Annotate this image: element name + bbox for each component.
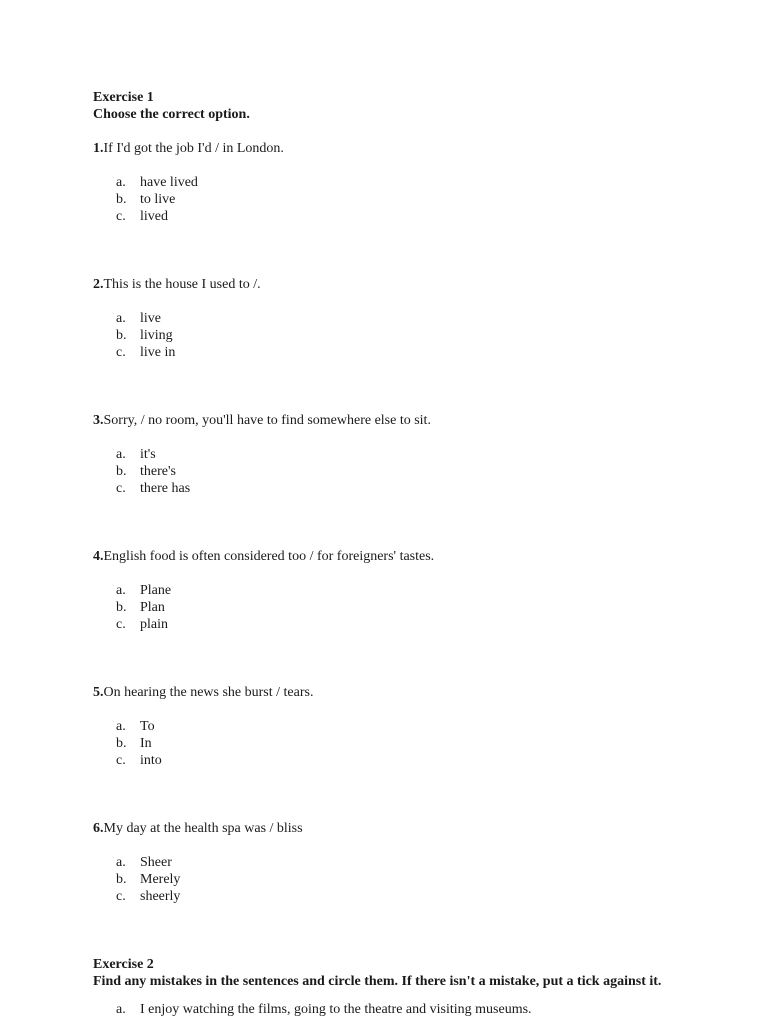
question-sentence: English food is often considered too / for foreigners' tastes. [103,549,435,564]
option-item [93,208,673,225]
exercise-2-list [93,1001,673,1018]
option-item [93,871,673,888]
option-item [93,888,673,905]
question-text [93,548,673,565]
question-sentence: My day at the health spa was / bliss [103,821,303,836]
option-item [93,327,673,344]
option-text: to live [140,192,176,207]
question-sentence: This is the house I used to /. [103,277,261,292]
option-item [93,446,673,463]
option-list [93,718,673,769]
option-letter: b. [116,736,127,751]
option-letter: b. [116,464,127,479]
option-item [93,616,673,633]
option-text: plain [140,617,168,632]
sentence-letter: a. [116,1002,126,1017]
question-block [93,820,673,939]
option-letter: c. [116,753,126,768]
question-block [93,276,673,395]
option-letter: c. [116,345,126,360]
option-text: sheerly [140,889,181,904]
option-letter: a. [116,311,126,326]
option-item [93,191,673,208]
exercise-2-section [93,956,673,1018]
option-text: have lived [140,175,198,190]
option-item [93,735,673,752]
exercise-2-instruction: Find any mistakes in the sentences and circle them. If there isn't a mistake, put a tick against it. [93,974,662,989]
question-list [93,140,673,939]
question-number: 5. [93,685,104,700]
question-block [93,412,673,531]
question-text [93,276,673,293]
option-item [93,344,673,361]
option-item [93,599,673,616]
option-letter: c. [116,209,126,224]
option-letter: b. [116,600,127,615]
option-item [93,463,673,480]
option-text: In [140,736,152,751]
question-number: 3. [93,413,104,428]
option-letter: c. [116,617,126,632]
option-item [93,582,673,599]
question-text [93,412,673,429]
option-letter: b. [116,328,127,343]
option-text: there's [140,464,176,479]
question-number: 4. [93,549,104,564]
option-letter: a. [116,855,126,870]
question-sentence: Sorry, / no room, you'll have to find somewhere else to sit. [103,413,431,428]
sentence-item [93,1001,673,1018]
option-item [93,752,673,769]
option-list [93,310,673,361]
option-item [93,310,673,327]
question-text [93,140,673,157]
option-list [93,446,673,497]
option-item [93,174,673,191]
exercise-2-title: Exercise 2 [93,957,154,972]
option-letter: b. [116,192,127,207]
option-list [93,174,673,225]
document-page [93,89,673,1018]
option-text: living [140,328,173,343]
question-number: 6. [93,821,104,836]
option-item [93,854,673,871]
question-number: 2. [93,277,104,292]
option-text: into [140,753,162,768]
option-list [93,582,673,633]
option-text: there has [140,481,191,496]
question-text [93,820,673,837]
option-letter: b. [116,872,127,887]
question-sentence: If I'd got the job I'd / in London. [103,141,284,156]
option-text: Plan [140,600,165,615]
option-text: To [140,719,155,734]
question-block [93,684,673,803]
option-text: live [140,311,161,326]
option-letter: a. [116,175,126,190]
question-number: 1. [93,141,104,156]
option-text: it's [140,447,156,462]
option-letter: a. [116,583,126,598]
option-text: live in [140,345,176,360]
exercise-1-instruction: Choose the correct option. [93,107,250,122]
option-text: Plane [140,583,172,598]
option-item [93,718,673,735]
question-block [93,548,673,667]
question-sentence: On hearing the news she burst / tears. [103,685,314,700]
option-letter: a. [116,719,126,734]
exercise-1-title: Exercise 1 [93,90,154,105]
question-text [93,684,673,701]
question-block [93,140,673,259]
option-text: Merely [140,872,181,887]
option-letter: c. [116,481,126,496]
option-item [93,480,673,497]
option-text: lived [140,209,168,224]
option-letter: c. [116,889,126,904]
option-letter: a. [116,447,126,462]
option-list [93,854,673,905]
option-text: Sheer [140,855,172,870]
sentence-text: I enjoy watching the films, going to the theatre and visiting museums. [140,1002,532,1017]
